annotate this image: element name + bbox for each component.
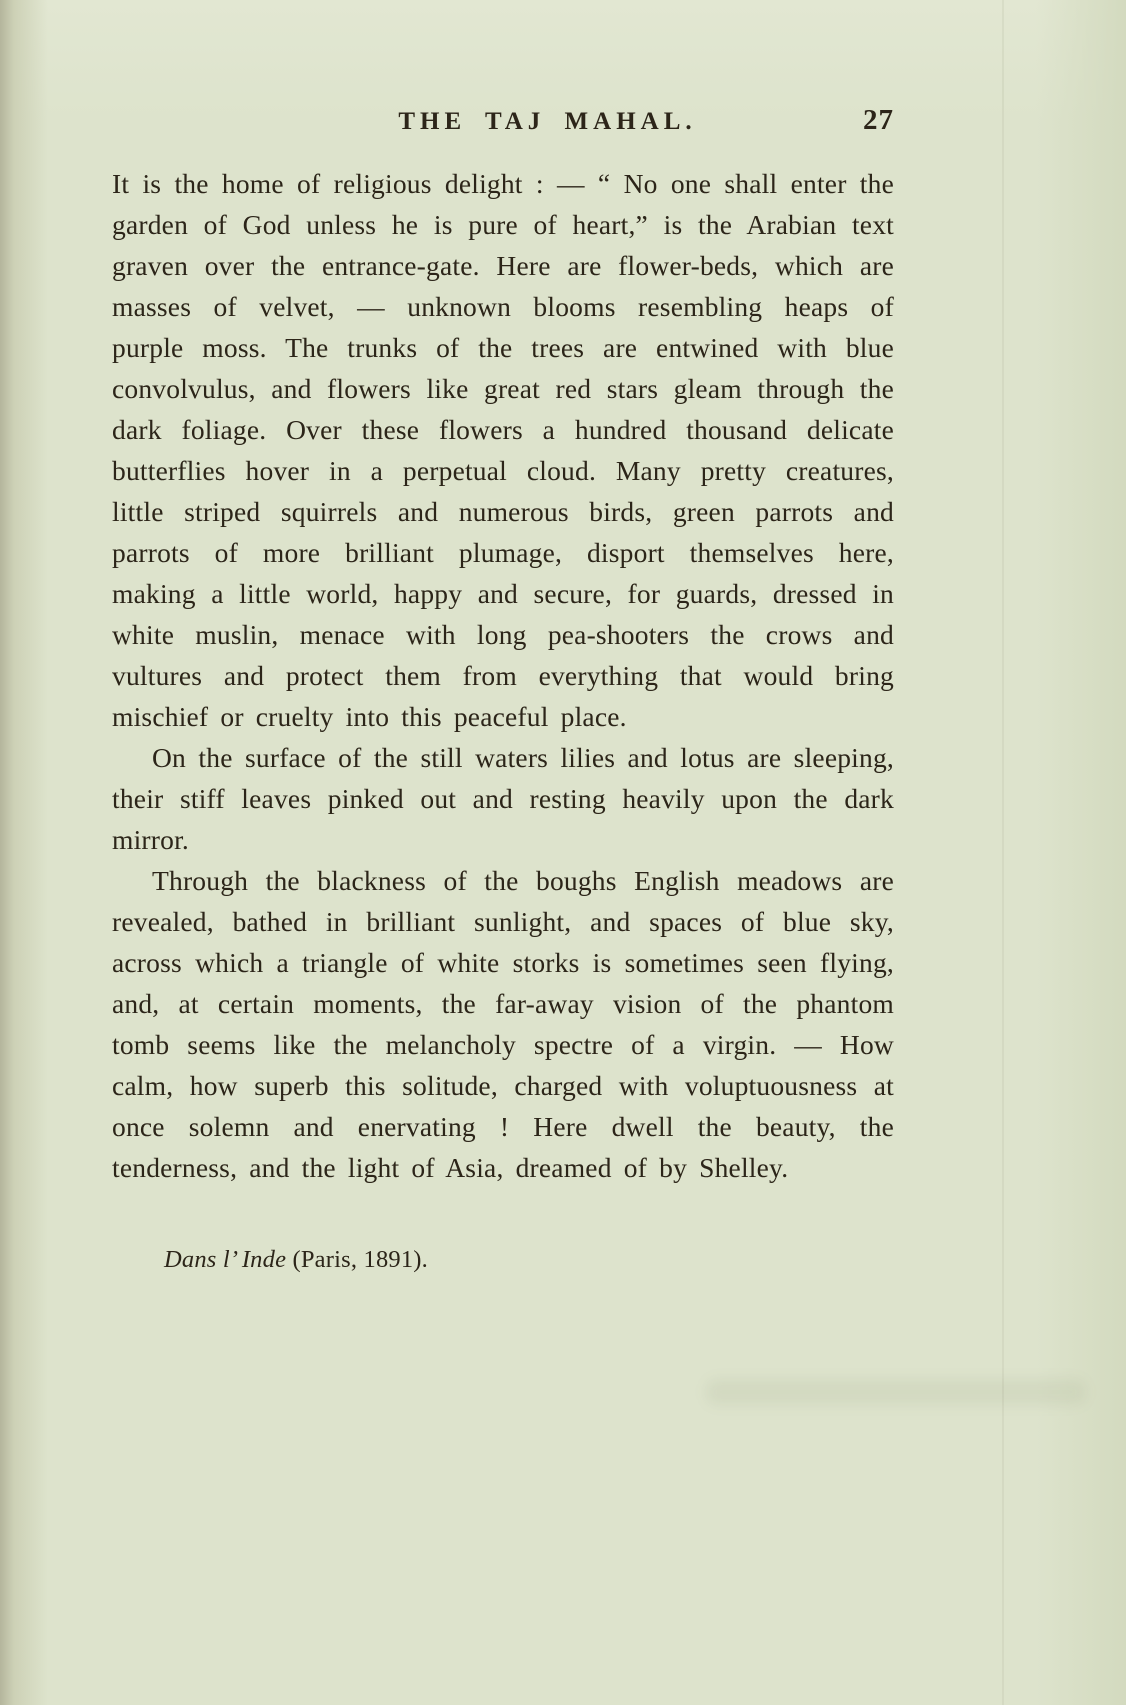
scan-artifact-line bbox=[1002, 0, 1004, 1705]
citation-work-title: Dans l’ Inde bbox=[164, 1246, 287, 1273]
citation-rest: (Paris, 1891). bbox=[286, 1246, 428, 1273]
page-header bbox=[112, 104, 894, 137]
scan-artifact-smudge bbox=[706, 1379, 1086, 1405]
page-content bbox=[112, 0, 894, 1274]
running-title: THE TAJ MAHAL. bbox=[398, 108, 697, 135]
paragraph: It is the home of religious delight : — “ No one shall enter the garden of God unless he is pure of heart,” is the Arabian text graven over the entrance-gate. Here are flower-beds, which are masses of velvet, — unknown blooms resembling heaps of purple moss. The trunks of the trees are entwined with blue convolvulus, and flowers like great red stars gleam through the dark foliage. Over these flowers a hundred thousand delicate butterflies hover in a perpetual cloud. Many pretty creatures, little striped squirrels and numerous birds, green parrots and parrots of more brilliant plumage, disport themselves here, making a little world, happy and secure, for guards, dressed in white muslin, menace with long pea-shooters the crows and vultures and protect them from everything that would bring mischief or cruelty into this peaceful place. bbox=[112, 168, 894, 732]
citation bbox=[164, 1246, 894, 1274]
paragraph: On the surface of the still waters lilies and lotus are sleeping, their stiff leaves pinked out and resting heavily upon the dark mirror. bbox=[112, 742, 894, 855]
page-number: 27 bbox=[863, 104, 894, 136]
paragraph: Through the blackness of the boughs English meadows are revealed, bathed in brilliant sunlight, and spaces of blue sky, across which a triangle of white storks is sometimes seen flying, and, at certain moments, the far-away vision of the phantom tomb seems like the melancholy spectre of a virgin. — How calm, how superb this solitude, charged with voluptuousness at once solemn and enervating ! Here dwell the beauty, the tenderness, and the light of Asia, dreamed of by Shelley. bbox=[112, 865, 894, 1183]
body-text bbox=[112, 163, 894, 1188]
